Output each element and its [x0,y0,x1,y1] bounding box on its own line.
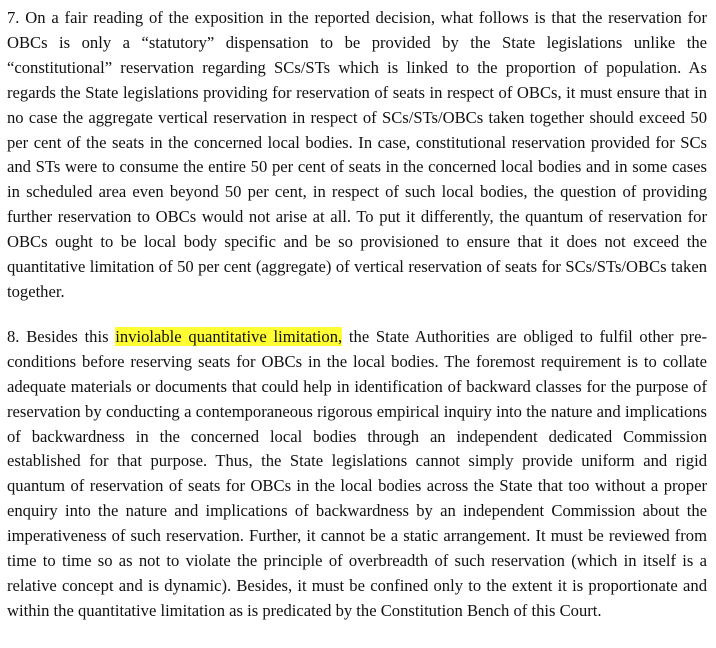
paragraph-number: 8. [7,326,20,346]
highlighted-text[interactable]: inviolable quantitative limitation, [115,326,343,346]
paragraph-text: On a fair reading of the exposition in the reported decision, what follows is that the reservation for OBCs is only a “statutory” dispensation to be provided by the State legislations unlike the “constitutional” reservation regarding SCs/STs which is linked to the proportion of population. As regards the State legislations providing for reservation of seats in respect of OBCs, it must ensure that in no case the aggregate vertical reservation in respect of SCs/STs/OBCs taken together should exceed 50 per cent of the seats in the concerned local bodies. In case, constitutional reservation provided for SCs and STs were to consume the entire 50 per cent of seats in the concerned local bodies and in some cases in scheduled area even beyond 50 per cent, in respect of such local bodies, the question of providing further reservation to OBCs would not arise at all. To put it differently, the quantum of reservation for OBCs ought to be local body specific and be so provisioned to ensure that it does not exceed the quantitative limitation of 50 per cent (aggregate) of vertical reservation of seats for SCs/STs/OBCs taken together. [7,8,708,301]
paragraph-7 [7,6,707,305]
paragraph-text-after: the State Authorities are obliged to fulfil other pre-conditions before reserving seats for OBCs in the local bodies. The foremost requirement is to collate adequate materials or documents that could help in identification of backward classes for the purpose of reservation by conducting a contemporaneous rigorous empirical inquiry into the nature and implications of backwardness in the concerned local bodies through an independent dedicated Commission established for that purpose. Thus, the State legislations cannot simply provide uniform and rigid quantum of reservation of seats for OBCs in the local bodies across the State that too without a proper enquiry into the nature and implications of backwardness by an independent Commission about the imperativeness of such reservation. Further, it cannot be a static arrangement. It must be reviewed from time to time so as not to violate the principle of overbreadth of such reservation (which in itself is a relative concept and is dynamic). Besides, it must be confined only to the extent it is proportionate and within the quantitative limitation as is predicated by the Constitution Bench of this Court. [7,326,707,620]
paragraph-text-before: Besides this [26,326,109,346]
document-body [7,6,707,624]
paragraph-8 [7,325,707,624]
paragraph-number: 7. [7,8,20,27]
